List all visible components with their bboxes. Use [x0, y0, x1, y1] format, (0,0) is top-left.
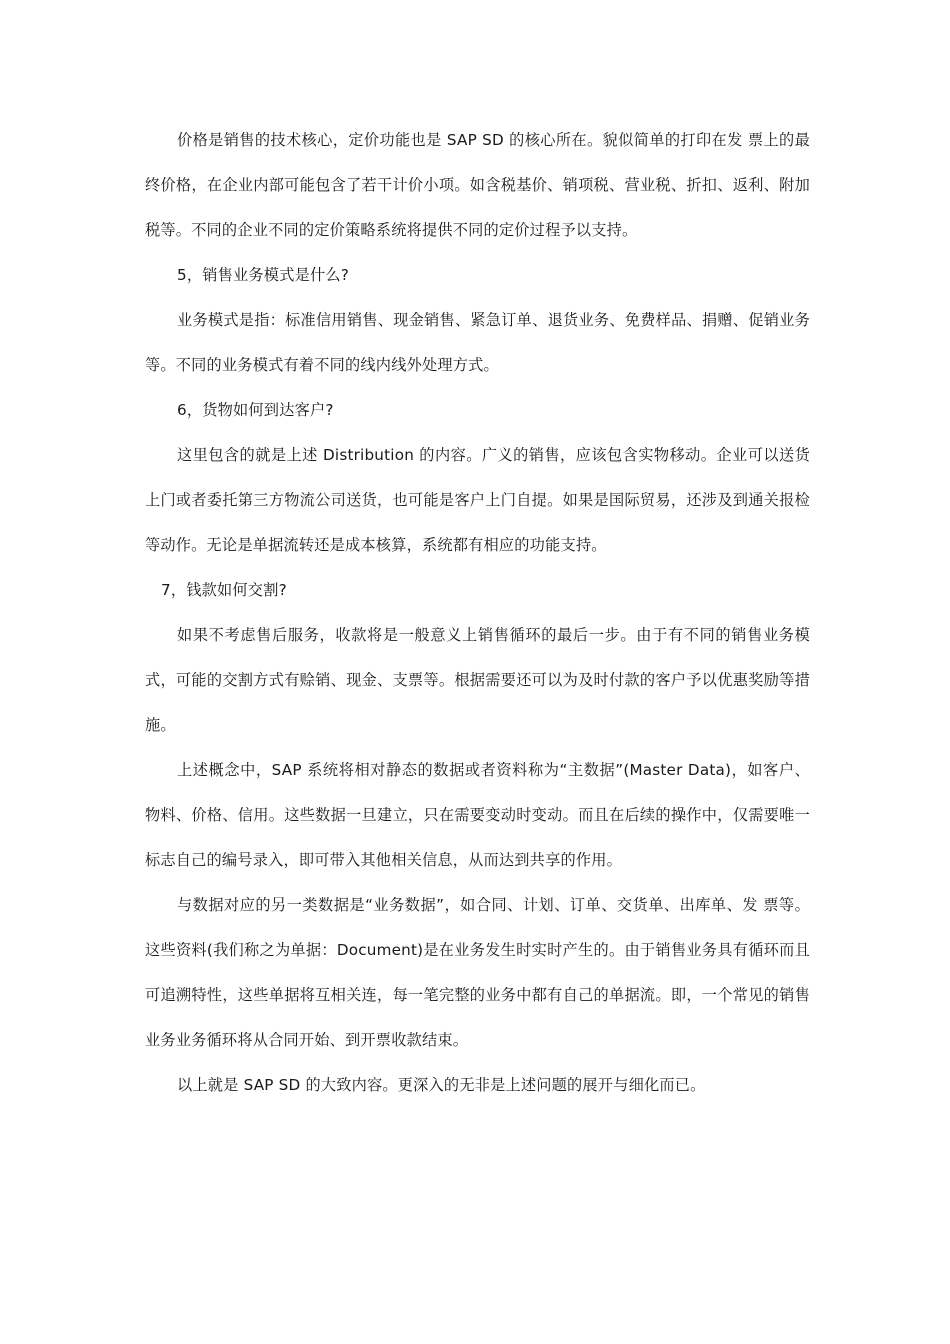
- question-6-heading: 6，货物如何到达客户?: [177, 401, 334, 419]
- paragraph-distribution: 这里包含的就是上述 Distribution 的内容。广义的销售，应该包含实物移动。企业可以送货上门或者委托第三方物流公司送货，也可能是客户上门自提。如果是国际贸易，还涉及到通关报检等动作。无论是单据流转还是成本核算，系统都有相应的功能支持。: [145, 446, 810, 554]
- question-7-heading: 7，钱款如何交割?: [161, 581, 287, 599]
- paragraph-business-models: 业务模式是指：标准信用销售、现金销售、紧急订单、退货业务、免费样品、捐赠、促销业务等。不同的业务模式有着不同的线内线外处理方式。: [145, 311, 810, 374]
- document-body: [145, 118, 810, 1108]
- paragraph-pricing: 价格是销售的技术核心，定价功能也是 SAP SD 的核心所在。貌似简单的打印在发 票上的最终价格，在企业内部可能包含了若干计价小项。如含税基价、销项税、营业税、折扣、返利、附加税等。不同的企业不同的定价策略系统将提供不同的定价过程予以支持。: [145, 131, 810, 239]
- paragraph-summary: 以上就是 SAP SD 的大致内容。更深入的无非是上述问题的展开与细化而已。: [177, 1076, 706, 1094]
- paragraph-payment: 如果不考虑售后服务，收款将是一般意义上销售循环的最后一步。由于有不同的销售业务模式，可能的交割方式有赊销、现金、支票等。根据需要还可以为及时付款的客户予以优惠奖励等措施。: [145, 626, 810, 734]
- question-5-heading: 5，销售业务模式是什么?: [177, 266, 349, 284]
- paragraph-master-data: 上述概念中，SAP 系统将相对静态的数据或者资料称为“主数据”(Master Data)，如客户、物料、价格、信用。这些数据一旦建立，只在需要变动时变动。而且在后续的操作中，仅需要唯一标志自己的编号录入，即可带入其他相关信息，从而达到共享的作用。: [145, 761, 810, 869]
- paragraph-business-data: 与数据对应的另一类数据是“业务数据”，如合同、计划、订单、交货单、出库单、发 票等。这些资料(我们称之为单据：Document)是在业务发生时实时产生的。由于销售业务具有循环而且可追溯特性，这些单据将互相关连，每一笔完整的业务中都有自己的单据流。即，一个常见的销售业务业务循环将从合同开始、到开票收款结束。: [145, 896, 810, 1049]
